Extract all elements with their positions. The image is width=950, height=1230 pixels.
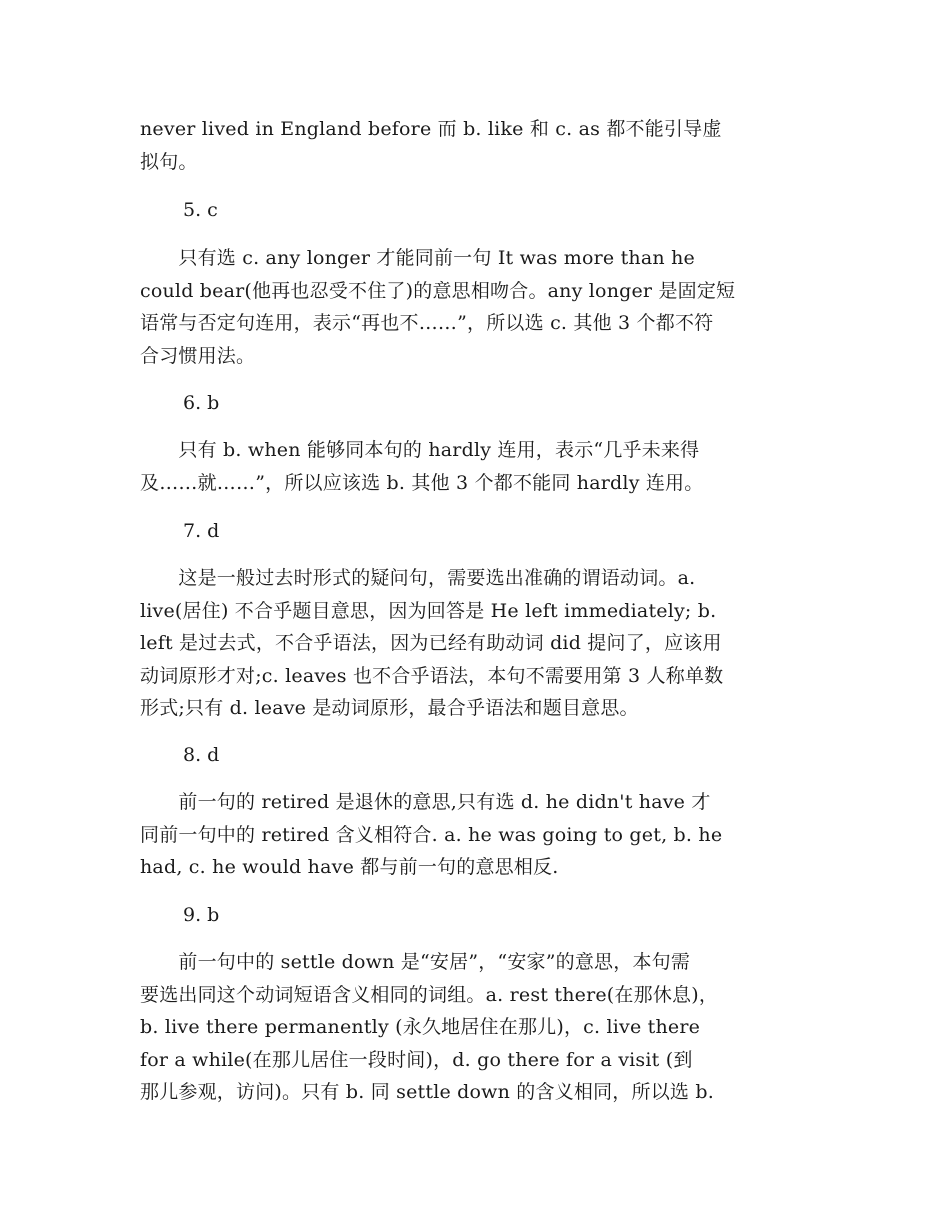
text-line: 拟句。	[140, 150, 198, 173]
text-line: could bear(他再也忍受不住了)的意思相吻合。any longer 是固定短	[140, 279, 736, 302]
explanation-7	[140, 562, 810, 725]
text-line: for a while(在那儿居住一段时间)，d. go there for a visit (到	[140, 1048, 693, 1071]
text-line: 这是一般过去时形式的疑问句，需要选出准确的谓语动词。a.	[140, 567, 696, 589]
text-line: 同前一句中的 retired 含义相符合. a. he was going to get, b. he	[140, 823, 723, 846]
text-line: 及……就……”，所以应该选 b. 其他 3 个都不能同 hardly 连用。	[140, 471, 704, 494]
text-line: never lived in England before 而 b. like 和 c. as 都不能引导虚	[140, 118, 722, 140]
answer-number-6: 6. b	[183, 392, 220, 414]
text-line: 前一句的 retired 是退休的意思,只有选 d. he didn't have 才	[140, 791, 711, 813]
text-line: 那儿参观，访问)。只有 b. 同 settle down 的含义相同，所以选 b.	[140, 1081, 714, 1103]
answer-number-7: 7. d	[183, 520, 220, 542]
text-line: left 是过去式，不合乎语法，因为已经有助动词 did 提问了，应该用	[140, 632, 722, 654]
text-line: 动词原形才对;c. leaves 也不合乎语法，本句不需要用第 3 人称单数	[140, 664, 724, 687]
text-line: b. live there permanently (永久地居住在那儿)，c. live there	[140, 1016, 701, 1038]
text-line: 前一句中的 settle down 是“安居”，“安家”的意思，本句需	[140, 951, 691, 973]
explanation-5	[140, 242, 810, 372]
answer-number-5: 5. c	[183, 199, 218, 221]
text-line: 形式;只有 d. leave 是动词原形，最合乎语法和题目意思。	[140, 697, 639, 719]
text-line: had, c. he would have 都与前一句的意思相反.	[140, 856, 559, 878]
explanation-9	[140, 946, 810, 1109]
text-line: 语常与否定句连用，表示“再也不……”，所以选 c. 其他 3 个都不符	[140, 312, 714, 334]
explanation-8	[140, 786, 810, 884]
text-line: 只有 b. when 能够同本句的 hardly 连用，表示“几乎未来得	[140, 439, 700, 461]
explanation-6	[140, 434, 810, 499]
text-line: live(居住) 不合乎题目意思，因为回答是 He left immediately; b.	[140, 599, 717, 622]
text-line: 要选出同这个动词短语含义相同的词组。a. rest there(在那休息)，	[140, 983, 719, 1006]
text-line: 合习惯用法。	[140, 344, 256, 367]
text-line: 只有选 c. any longer 才能同前一句 It was more than he	[140, 247, 695, 269]
paragraph-continuation	[140, 113, 810, 178]
answer-number-9: 9. b	[183, 904, 220, 926]
answer-number-8: 8. d	[183, 744, 220, 766]
